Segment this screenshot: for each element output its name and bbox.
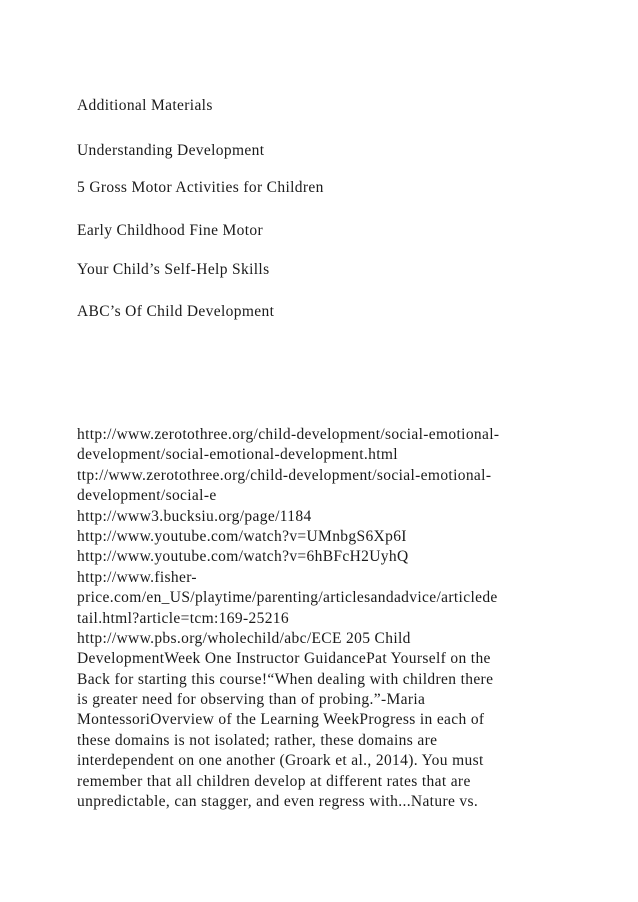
text-line: these domains is not isolated; rather, these domains are bbox=[77, 731, 438, 749]
text-line: MontessoriOverview of the Learning WeekProgress in each of bbox=[77, 711, 485, 729]
text-line: unpredictable, can stagger, and even regress with...Nature vs. bbox=[77, 793, 479, 811]
heading-additional-materials: Additional Materials bbox=[77, 97, 213, 114]
text-line: http://www.youtube.com/watch?v=6hBFcH2UyhQ bbox=[77, 548, 409, 566]
text-line: price.com/en_US/playtime/parenting/articlesandadvice/articlede bbox=[77, 589, 498, 607]
text-line: http://www3.bucksiu.org/page/1184 bbox=[77, 507, 312, 525]
text-line: DevelopmentWeek One Instructor GuidancePat Yourself on the bbox=[77, 650, 491, 668]
text-line: http://www.youtube.com/watch?v=UMnbgS6Xp6I bbox=[77, 527, 407, 545]
text-line: http://www.fisher- bbox=[77, 568, 197, 586]
text-line: http://www.zerotothree.org/child-development/social-emotional- bbox=[77, 426, 500, 443]
heading-abc-child-development: ABC’s Of Child Development bbox=[77, 303, 275, 320]
text-line: development/social-emotional-development.html bbox=[77, 446, 398, 464]
text-line: http://www.pbs.org/wholechild/abc/ECE 205 Child bbox=[77, 629, 411, 647]
text-line: interdependent on one another (Groark et al., 2014). You must bbox=[77, 752, 484, 770]
text-line: Back for starting this course!“When dealing with children there bbox=[77, 670, 494, 688]
text-line: remember that all children develop at different rates that are bbox=[77, 772, 471, 790]
text-line: ttp://www.zerotothree.org/child-development/social-emotional- bbox=[77, 466, 492, 484]
heading-understanding-development: Understanding Development bbox=[77, 142, 265, 159]
heading-self-help-skills: Your Child’s Self-Help Skills bbox=[77, 261, 270, 278]
text-line: is greater need for observing than of probing.”-Maria bbox=[77, 691, 426, 709]
text-line: tail.html?article=tcm:169-25216 bbox=[77, 609, 289, 627]
heading-fine-motor: Early Childhood Fine Motor bbox=[77, 222, 264, 239]
heading-gross-motor-activities: 5 Gross Motor Activities for Children bbox=[77, 179, 324, 196]
text-line: development/social-e bbox=[77, 487, 217, 505]
body-text bbox=[77, 425, 562, 812]
